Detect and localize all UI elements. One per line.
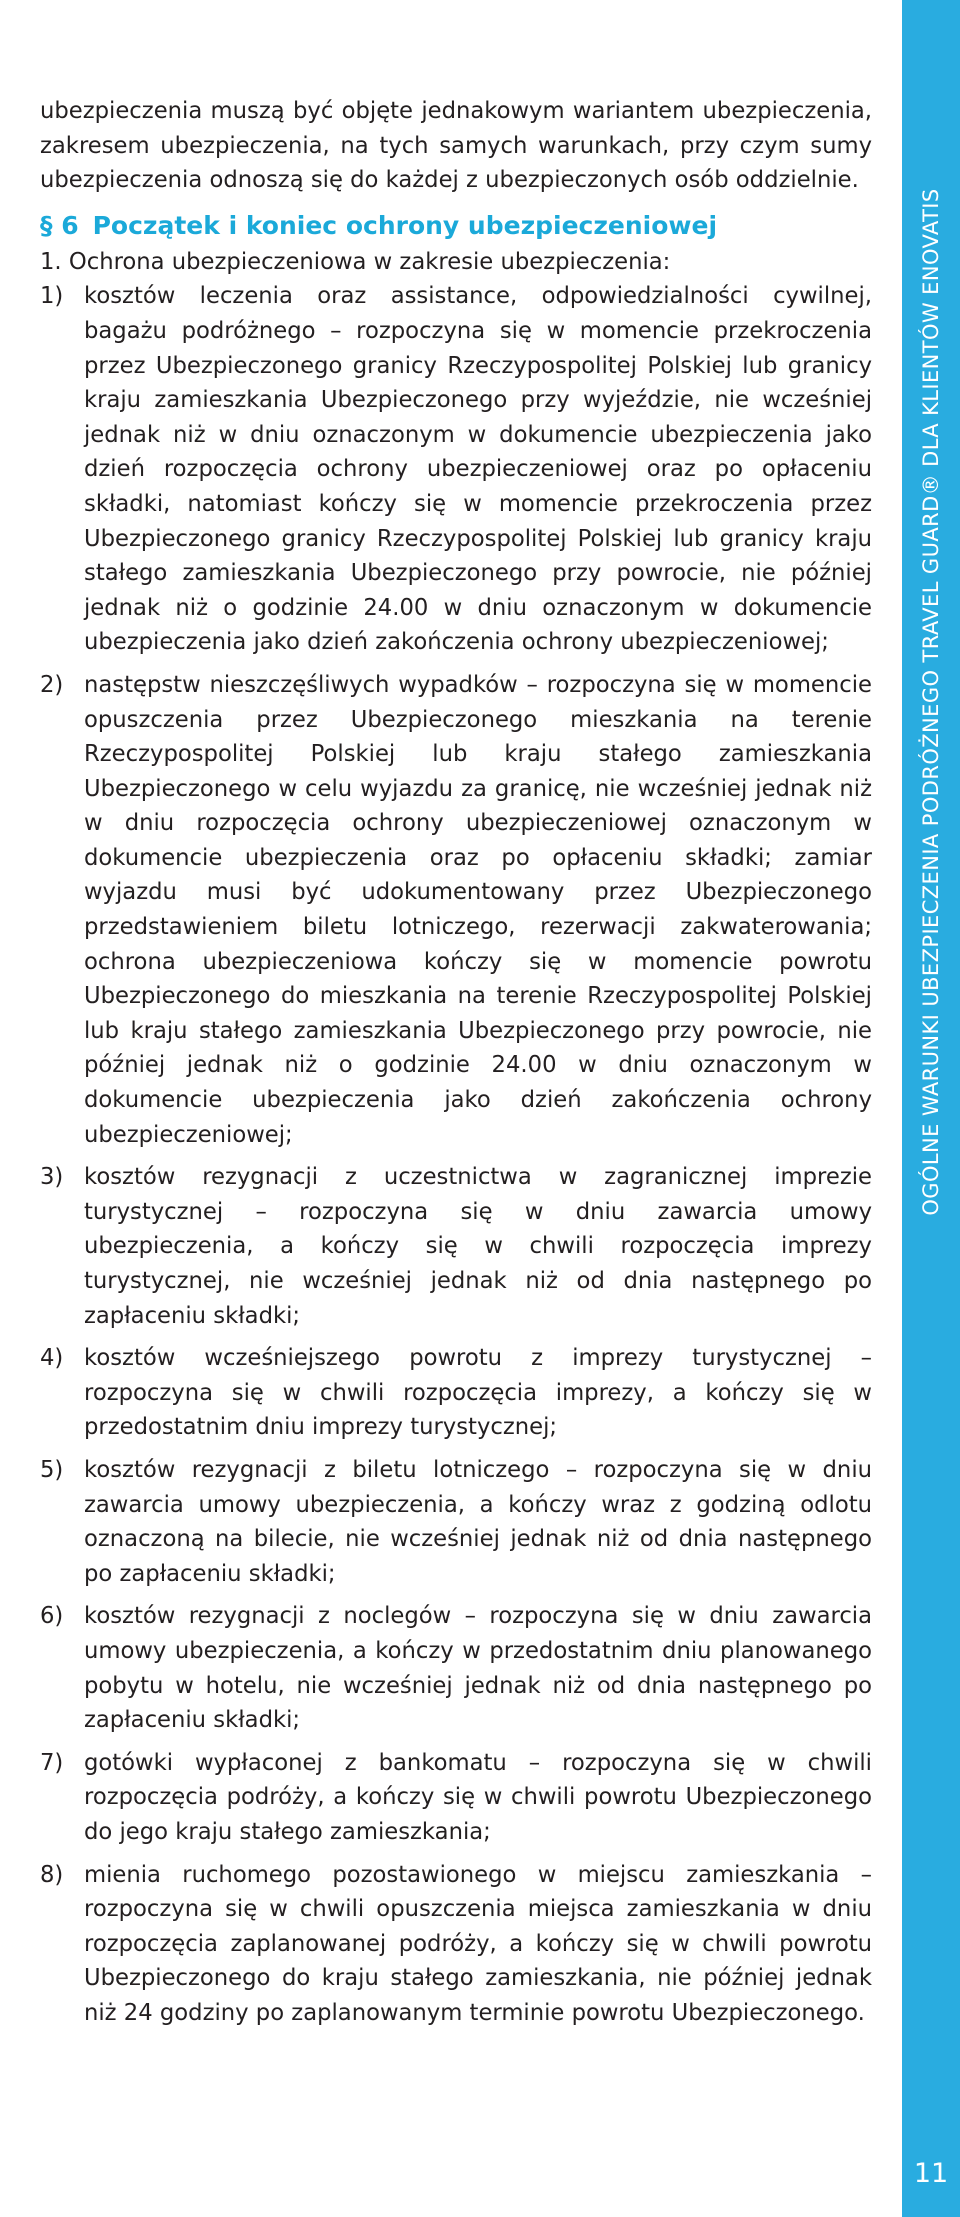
page-number: 11 xyxy=(913,2158,949,2189)
item-number: 7) xyxy=(40,1749,64,1776)
item-number: 3) xyxy=(40,1164,64,1191)
item-text: mienia ruchomego pozostawionego w miejscu zamieszkania – rozpoczyna się w chwili opuszczenia miejsca zamieszkania w dniu rozpoczęcia zaplanowanej podróży, a kończy się w chwili powrotu Ubezpieczonego do kraju stałego zamieszkania, nie później jednak niż 24 godziny po zaplanowanym terminie powrotu Ubezpieczonego. xyxy=(84,1861,872,2026)
list-item xyxy=(40,279,872,660)
item-text: kosztów rezygnacji z noclegów – rozpoczyna się w dniu zawarcia umowy ubezpieczenia, a kończy w przedostatnim dniu planowanego pobytu w hotelu, nie wcześniej jednak niż od dnia następnego po zapłaceniu składki; xyxy=(84,1603,872,1734)
document-body xyxy=(40,94,872,2038)
section-title: Początek i koniec ochrony ubezpieczeniowej xyxy=(92,210,718,240)
item-number: 2) xyxy=(40,671,64,698)
item-number: 4) xyxy=(40,1345,64,1372)
section-heading xyxy=(40,209,872,243)
list-item xyxy=(40,1160,872,1333)
sidebar-title: OGÓLNE WARUNKI UBEZPIECZENIA PODRÓŻNEGO TRAVEL GUARD® DLA KLIENTÓW ENOVATIS xyxy=(919,188,943,1216)
item-text: gotówki wypłaconej z bankomatu – rozpoczyna się w chwili rozpoczęcia podróży, a kończy się w chwili powrotu Ubezpieczonego do jego kraju stałego zamieszkania; xyxy=(84,1749,872,1845)
item-text: kosztów rezygnacji z uczestnictwa w zagranicznej imprezie turystycznej – rozpoczyna się w dniu zawarcia umowy ubezpieczenia, a kończy się w chwili rozpoczęcia imprezy turystycznej, nie wcześniej jednak niż od dnia następnego po zapłaceniu składki; xyxy=(84,1164,872,1329)
list-item xyxy=(40,1746,872,1850)
list-item xyxy=(40,1599,872,1737)
point-1: 1. Ochrona ubezpieczeniowa w zakresie ubezpieczenia: xyxy=(40,248,671,275)
item-number: 8) xyxy=(40,1861,64,1888)
list-item xyxy=(40,1858,872,2031)
item-text: następstw nieszczęśliwych wypadków – rozpoczyna się w momencie opuszczenia przez Ubezpieczonego mieszkania na terenie Rzeczypospolitej Polskiej lub kraju stałego zamieszkania Ubezpieczonego w celu wyjazdu za granicę, nie wcześniej jednak niż w dniu rozpoczęcia ochrony ubezpieczeniowej oznaczonym w dokumencie ubezpieczenia oraz po opłaceniu składki; zamiar wyjazdu musi być udokumentowany przez Ubezpieczonego przedstawieniem biletu lotniczego, rezerwacji zakwaterowania; ochrona ubezpieczeniowa kończy się w momencie powrotu Ubezpieczonego do mieszkania na terenie Rzeczypospolitej Polskiej lub kraju stałego zamieszkania Ubezpieczonego przy powrocie, nie później jednak niż o godzinie 24.00 w dniu oznaczonym w dokumencie ubezpieczenia jako dzień zakończenia ochrony ubezpieczeniowej; xyxy=(84,671,872,1148)
intro-paragraph: ubezpieczenia muszą być objęte jednakowym wariantem ubezpieczenia, zakresem ubezpieczenia, na tych samych warunkach, przy czym sumy ubezpieczenia odnoszą się do każdej z ubezpieczonych osób oddzielnie. xyxy=(40,98,872,194)
item-text: kosztów leczenia oraz assistance, odpowiedzialności cywilnej, bagażu podróżnego – rozpoczyna się w momencie przekroczenia przez Ubezpieczonego granicy Rzeczypospolitej Polskiej lub granicy kraju zamieszkania Ubezpieczonego przy wyjeździe, nie wcześniej jednak niż w dniu oznaczonym w dokumencie ubezpieczenia jako dzień rozpoczęcia ochrony ubezpieczeniowej oraz po opłaceniu składki, natomiast kończy się w momencie przekroczenia przez Ubezpieczonego granicy Rzeczypospolitej Polskiej lub granicy kraju stałego zamieszkania Ubezpieczonego przy powrocie, nie później jednak niż o godzinie 24.00 w dniu oznaczonym w dokumencie ubezpieczenia jako dzień zakończenia ochrony ubezpieczeniowej; xyxy=(84,283,872,656)
list-item xyxy=(40,1453,872,1591)
section-number: § 6 xyxy=(40,210,79,240)
list-item xyxy=(40,1341,872,1445)
list-item xyxy=(40,668,872,1152)
sidebar xyxy=(902,0,960,2217)
item-number: 5) xyxy=(40,1456,64,1483)
item-text: kosztów rezygnacji z biletu lotniczego – rozpoczyna się w dniu zawarcia umowy ubezpieczenia, a kończy wraz z godziną odlotu oznaczoną na bilecie, nie wcześniej jednak niż od dnia następnego po zapłaceniu składki; xyxy=(84,1456,872,1587)
item-number: 6) xyxy=(40,1603,64,1630)
item-list xyxy=(40,279,872,2030)
item-text: kosztów wcześniejszego powrotu z imprezy turystycznej – rozpoczyna się w chwili rozpoczęcia imprezy, a kończy się w przedostatnim dniu imprezy turystycznej; xyxy=(84,1345,872,1441)
item-number: 1) xyxy=(40,283,64,310)
